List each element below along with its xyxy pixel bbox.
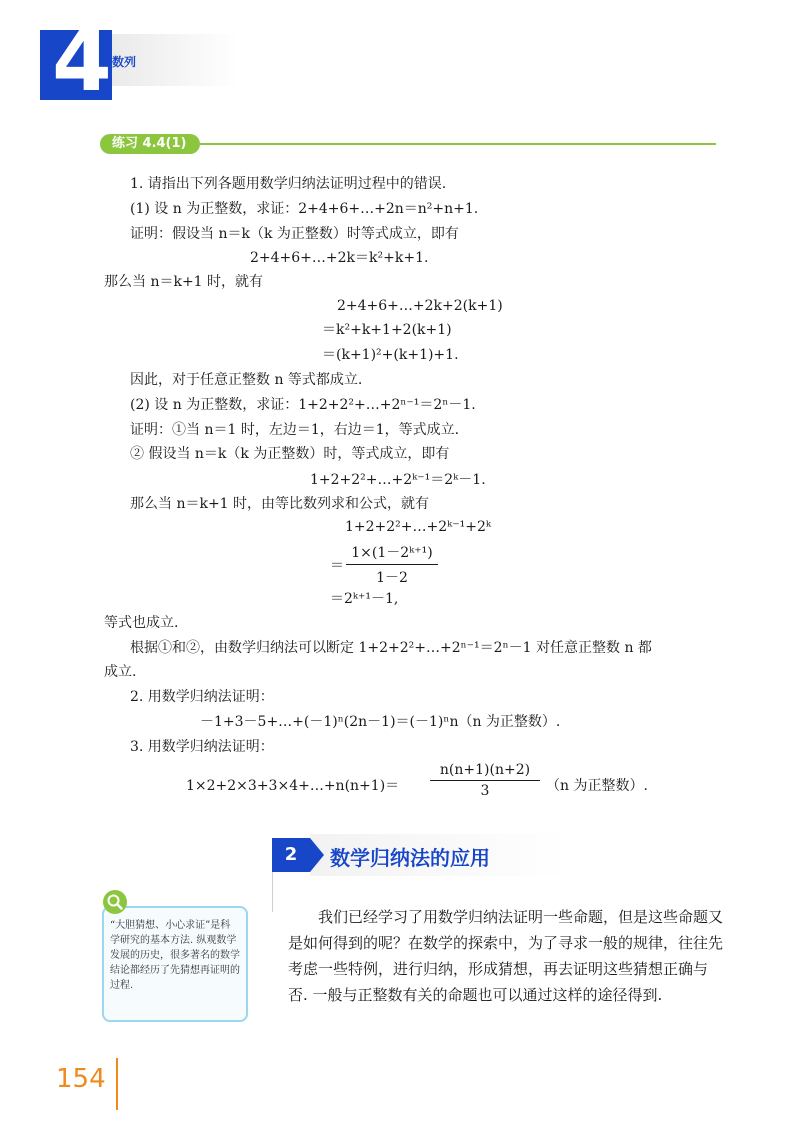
text-line: 1+2+2²+…+2ᵏ⁻¹＝2ᵏ－1. (310, 472, 486, 488)
text-line: (2) 设 n 为正整数，求证：1+2+2²+…+2ⁿ⁻¹＝2ⁿ－1. (130, 397, 476, 413)
fraction-2 (430, 762, 540, 799)
search-icon (103, 890, 127, 914)
page-number: 154 (56, 1064, 106, 1094)
text-line: 3. 用数学归纳法证明： (130, 739, 274, 755)
text-line: 1+2+2²+…+2ᵏ⁻¹+2ᵏ (345, 519, 492, 535)
text-line: ＝k²+k+1+2(k+1) (322, 322, 452, 338)
text-line: 等式也成立. (104, 615, 179, 631)
text-line: 证明：①当 n＝1 时，左边＝1，右边＝1，等式成立. (130, 422, 460, 438)
section-paragraph: 我们已经学习了用数学归纳法证明一些命题，但是这些命题又是如何得到的呢？在数学的探索中，为了寻求一般的规律，往往先考虑一些特例，进行归纳，形成猜想，再去证明这些猜想正确与否. 一般与正整数有关的命题也可以通过这样的途径得到. (288, 908, 724, 1004)
text-line: （n 为正整数）. (546, 778, 648, 794)
text-line: 2. 用数学归纳法证明： (130, 689, 274, 705)
exercise-tag: 练习 4.4(1) (100, 134, 200, 154)
text-line: ② 假设当 n＝k（k 为正整数）时，等式成立，即有 (130, 446, 450, 462)
text-line: 2+4+6+…+2k+2(k+1) (337, 298, 503, 314)
fraction-denominator: 1－2 (376, 570, 408, 586)
text-line: ＝2ᵏ⁺¹－1, (330, 591, 399, 607)
page-number-rule (116, 1058, 118, 1110)
text-line: －1+3－5+…+(－1)ⁿ(2n－1)＝(－1)ⁿn（n 为正整数）. (200, 714, 561, 730)
fraction-numerator: n(n+1)(n+2) (439, 762, 531, 778)
text-line: (1) 设 n 为正整数，求证：2+4+6+…+2n＝n²+n+1. (130, 201, 479, 217)
side-note-text: “大胆猜想、小心求证”是科学研究的基本方法. 纵观数学发展的历史，很多著名的数学结论都经历了先猜想再证明的过程. (110, 920, 240, 991)
section-arrow-icon (310, 838, 324, 872)
text-line: 成立. (104, 664, 137, 680)
section-title: 数学归纳法的应用 (330, 846, 490, 870)
fraction-numerator: 1×(1－2ᵏ⁺¹) (351, 545, 433, 561)
chapter-title: 数列 (112, 55, 137, 69)
text-line: 2+4+6+…+2k＝k²+k+1. (250, 250, 429, 266)
text-line: ＝(k+1)²+(k+1)+1. (322, 347, 459, 363)
fraction-denominator: 3 (480, 783, 490, 799)
text-line: ＝ (330, 558, 344, 574)
text-line: 因此，对于任意正整数 n 等式都成立. (130, 372, 363, 388)
exercise-rule (200, 143, 716, 145)
chapter-number: 4 (52, 11, 110, 111)
fraction-bar (346, 564, 438, 565)
text-line: 那么当 n＝k+1 时，由等比数列求和公式，就有 (130, 496, 430, 512)
section-divider (272, 872, 273, 912)
fraction-1 (346, 542, 438, 587)
section-number-badge: 2 (272, 838, 310, 872)
text-line: 证明：假设当 n＝k（k 为正整数）时等式成立，即有 (130, 226, 459, 242)
fraction-bar (430, 780, 540, 781)
text-line: 根据①和②，由数学归纳法可以断定 1+2+2²+…+2ⁿ⁻¹＝2ⁿ－1 对任意正整数 n 都 (130, 640, 652, 656)
text-line: 1. 请指出下列各题用数学归纳法证明过程中的错误. (130, 176, 447, 192)
text-line: 那么当 n＝k+1 时，就有 (104, 274, 264, 290)
text-line: 1×2+2×3+3×4+…+n(n+1)＝ (186, 778, 400, 794)
